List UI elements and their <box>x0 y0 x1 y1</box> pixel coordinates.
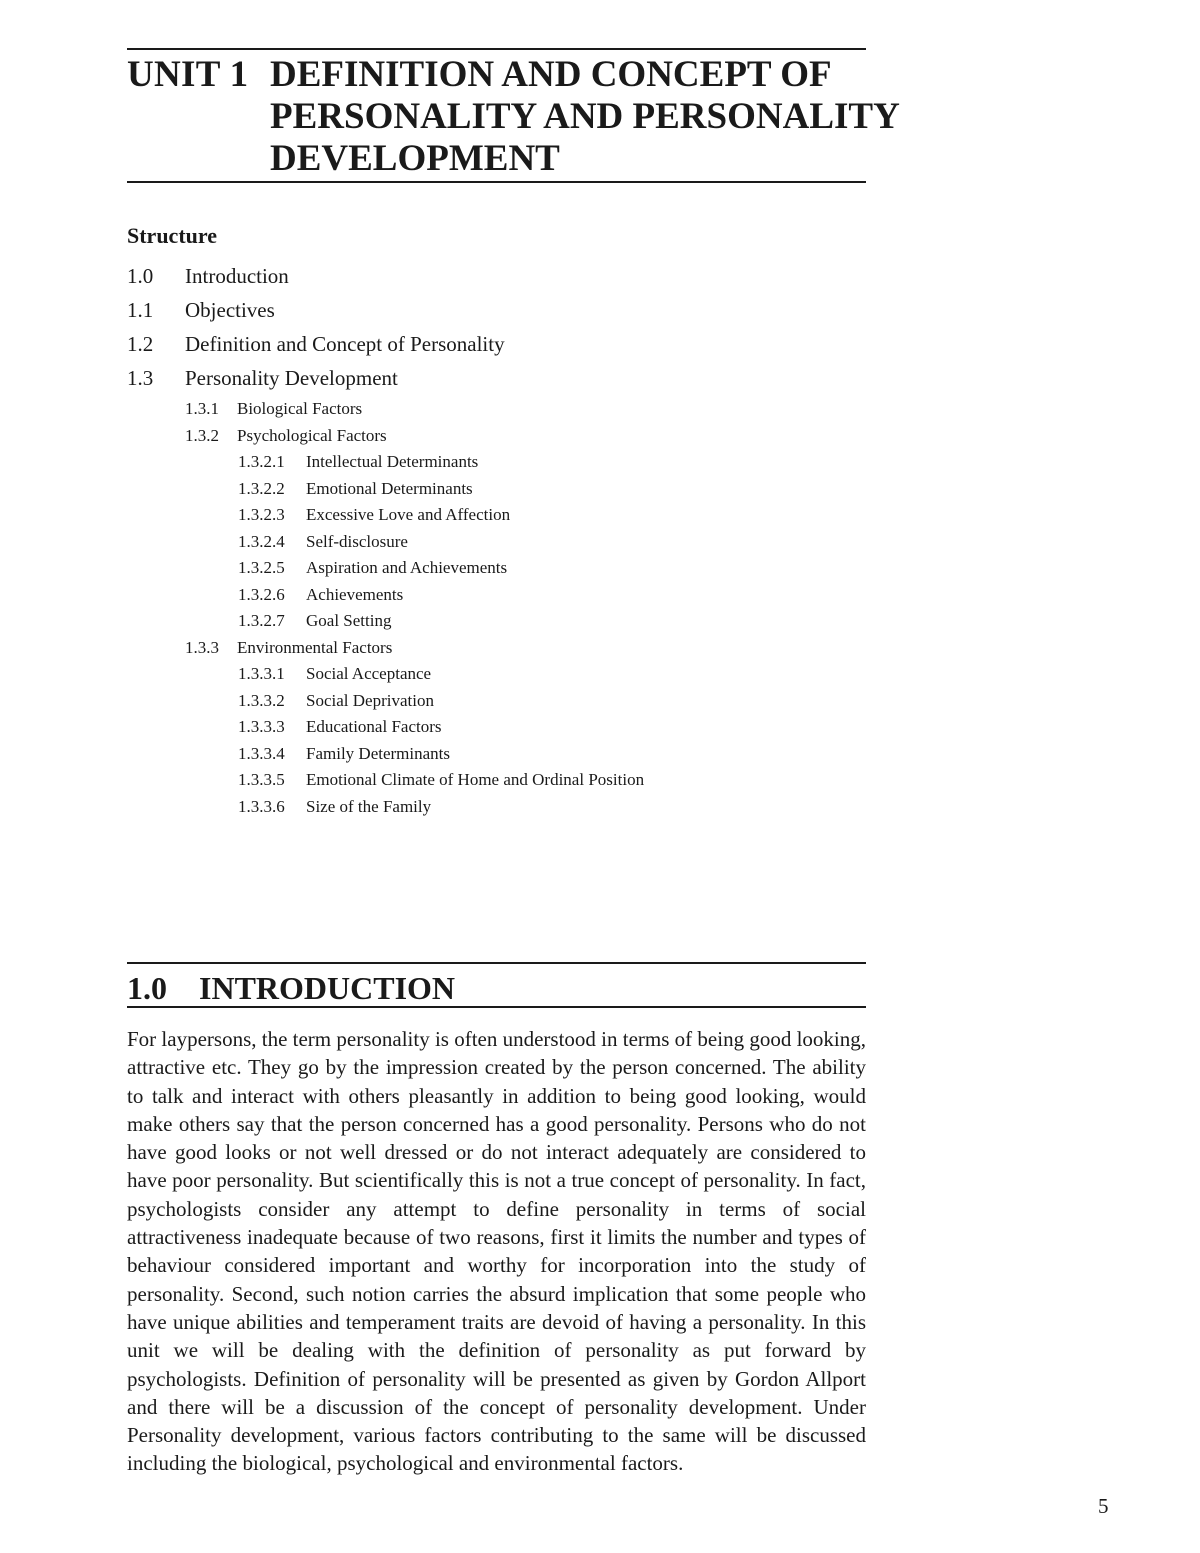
section-title: INTRODUCTION <box>199 970 456 1006</box>
toc-subsubitem <box>127 584 867 611</box>
toc-subitem <box>127 425 867 452</box>
toc-item-number: 1.3.3.1 <box>238 664 285 683</box>
toc-item-text: Self-disclosure <box>306 531 408 551</box>
toc-item-text: Emotional Determinants <box>306 478 473 498</box>
toc-item-number: 1.3.1 <box>185 399 219 418</box>
toc-item-text: Definition and Concept of Personality <box>185 332 505 356</box>
toc-item-text: Family Determinants <box>306 743 451 763</box>
toc-item-number: 1.3.3.2 <box>238 690 285 710</box>
toc-item-text: Achievements <box>306 584 404 604</box>
toc-item-number: 1.3.3 <box>185 637 219 657</box>
toc-subsubitem <box>127 796 867 823</box>
toc-item-number: 1.1 <box>127 298 154 322</box>
unit-title <box>270 54 900 180</box>
toc-item-number: 1.3.3.5 <box>238 770 285 789</box>
toc-item-number: 1.3.2.5 <box>238 558 285 577</box>
toc-item-text: Excessive Love and Affection <box>306 505 511 524</box>
toc-item-text: Biological Factors <box>237 399 363 418</box>
toc-subsubitem <box>127 478 867 505</box>
unit-title-line: DEVELOPMENT <box>270 138 560 179</box>
toc-subitem <box>127 637 867 664</box>
toc-item <box>127 296 867 330</box>
toc-item <box>127 364 867 398</box>
toc-item-text: Personality Development <box>185 366 398 390</box>
toc-item-text: Introduction <box>185 264 289 288</box>
toc-item <box>127 262 867 296</box>
toc-item-number: 1.0 <box>127 264 154 288</box>
toc-subsubitem <box>127 451 867 478</box>
toc-item-number: 1.3.2.2 <box>238 478 285 498</box>
toc-subsubitem <box>127 531 867 558</box>
toc-item-number: 1.3.3.6 <box>238 796 285 816</box>
toc-item-text: Aspiration and Achievements <box>306 558 508 577</box>
toc-item-text: Intellectual Determinants <box>306 452 479 471</box>
toc-item-number: 1.2 <box>127 332 154 356</box>
toc-subsubitem <box>127 557 867 584</box>
toc-item-text: Emotional Climate of Home and Ordinal Position <box>306 770 645 789</box>
toc-item-number: 1.3.3.3 <box>238 717 285 736</box>
toc-subsubitem <box>127 504 867 531</box>
toc-item-number: 1.3.2.6 <box>238 584 285 604</box>
toc-item-text: Size of the Family <box>306 796 432 816</box>
table-of-contents <box>127 262 867 822</box>
toc-item-text: Social Acceptance <box>306 664 432 683</box>
toc-item <box>127 330 867 364</box>
toc-subitem <box>127 398 867 425</box>
page-number: 5 <box>1098 1494 1109 1518</box>
toc-item-number: 1.3.2.7 <box>238 611 285 630</box>
toc-item-number: 1.3.2.4 <box>238 531 285 551</box>
section-bottom-rule <box>127 1006 866 1008</box>
toc-item-text: Objectives <box>185 298 275 322</box>
toc-item-number: 1.3.2.3 <box>238 505 285 524</box>
section-number: 1.0 <box>127 970 167 1006</box>
toc-item-number: 1.3.2.1 <box>238 452 285 471</box>
introduction-paragraph: For laypersons, the term personality is often understood in terms of being good looking, attractive etc. They go by the impression created by the person concerned. The ability to talk and interact with others pleasantly in addition to being good looking, would make others say that the person concerned has a good personality. Persons who do not have good looks or not well dressed or do not interact adequately are considered to have poor personality. But scientifically this is not a true concept of personality. In fact, psychologists consider any attempt to define personality in terms of social attractiveness inadequate because of two reasons, first it limits the number and types of behaviour considered important and worthy for incorporation into the study of personality. Second, such notion carries the absurd implication that some people who have unique abilities and temperament traits are devoid of having a personality. In this unit we will be dealing with the definition of personality as put forward by psychologists. Definition of personality will be presented as given by Gordon Allport and there will be a discussion of the concept of personality development. Under Personality development, various factors contributing to the same will be discussed including the biological, psychological and environmental factors. <box>127 1027 866 1476</box>
toc-item-text: Psychological Factors <box>237 425 387 445</box>
toc-subsubitem <box>127 690 867 717</box>
toc-item-text: Social Deprivation <box>306 690 434 710</box>
toc-item-number: 1.3 <box>127 366 154 390</box>
toc-subsubitem <box>127 743 867 770</box>
toc-item-text: Goal Setting <box>306 611 392 630</box>
section-top-rule <box>127 962 866 964</box>
toc-item-text: Environmental Factors <box>237 637 393 657</box>
unit-title-line: DEFINITION AND CONCEPT OF <box>270 54 832 95</box>
toc-subsubitem <box>127 610 867 637</box>
toc-item-number: 1.3.3.4 <box>238 743 285 763</box>
toc-item-number: 1.3.2 <box>185 425 219 445</box>
unit-title-line: PERSONALITY AND PERSONALITY <box>270 96 900 137</box>
structure-heading: Structure <box>127 223 218 248</box>
toc-item-text: Educational Factors <box>306 717 442 736</box>
toc-subsubitem <box>127 663 867 690</box>
toc-subsubitem <box>127 769 867 796</box>
title-bottom-rule <box>127 181 866 183</box>
top-rule <box>127 48 866 50</box>
unit-label: UNIT 1 <box>127 54 249 95</box>
toc-subsubitem <box>127 716 867 743</box>
